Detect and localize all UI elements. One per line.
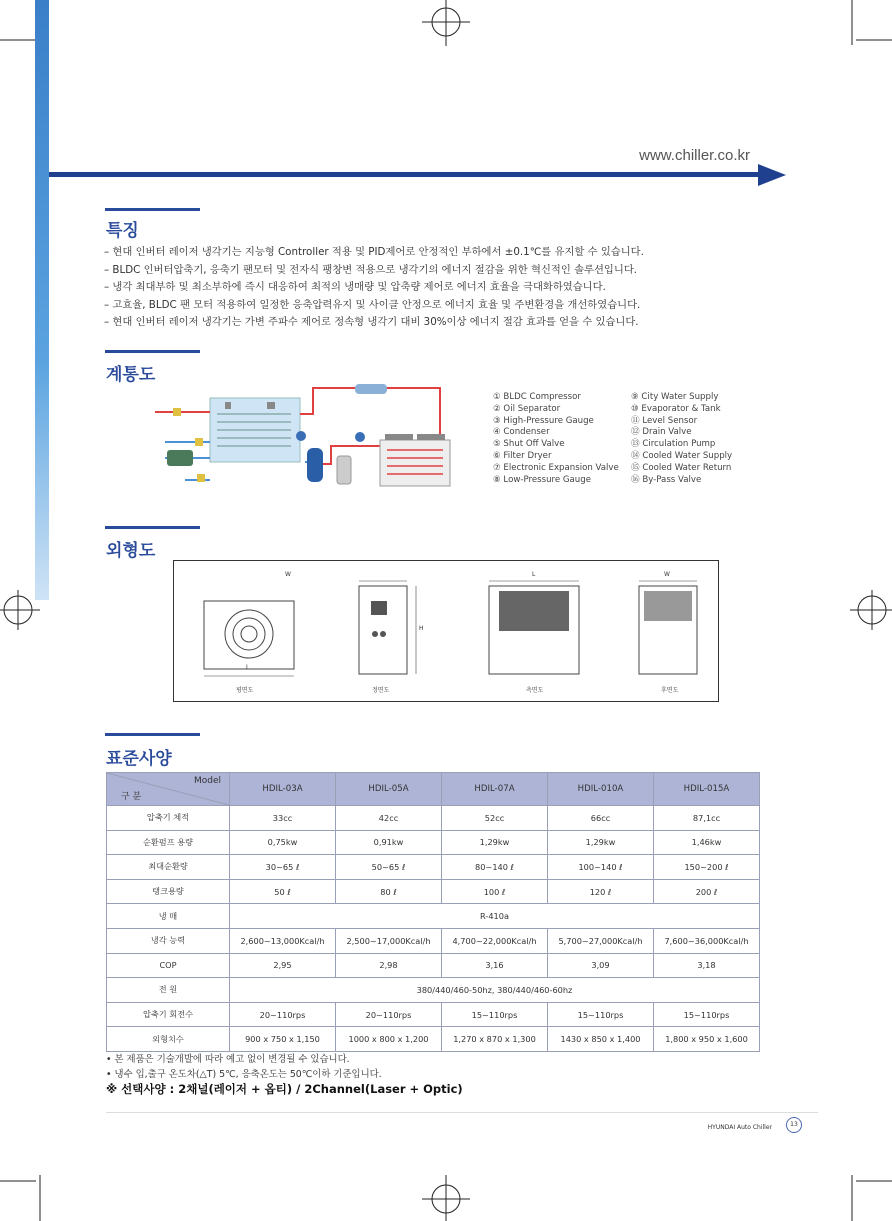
legend-item: ⑭ Cooled Water Supply bbox=[631, 450, 733, 461]
table-row bbox=[107, 1027, 760, 1052]
table-row bbox=[107, 904, 760, 929]
table-cell: 15~110rps bbox=[654, 1002, 760, 1027]
outline-title: 외형도 bbox=[106, 541, 156, 561]
model-header: HDIL-010A bbox=[548, 773, 654, 806]
table-row bbox=[107, 806, 760, 831]
dim-label-l: L bbox=[246, 664, 250, 671]
view-label: 평면도 bbox=[236, 687, 254, 694]
table-cell: 1430 x 850 x 1,400 bbox=[548, 1027, 654, 1052]
table-cell: 1,800 x 950 x 1,600 bbox=[654, 1027, 760, 1052]
table-cell: 1,29kw bbox=[442, 830, 548, 855]
table-row bbox=[107, 953, 760, 978]
section-bar bbox=[105, 526, 200, 529]
table-cell: 80~140 ℓ bbox=[442, 855, 548, 880]
legend-right bbox=[631, 392, 732, 486]
legend-item: ⑧ Low-Pressure Gauge bbox=[493, 474, 592, 485]
table-cell: 2,98 bbox=[336, 953, 442, 978]
header-arrow-icon bbox=[758, 164, 786, 186]
row-label: 냉각 능력 bbox=[107, 928, 230, 953]
corner-cell bbox=[107, 773, 230, 806]
table-cell: 15~110rps bbox=[442, 1002, 548, 1027]
table-cell: 3,09 bbox=[548, 953, 654, 978]
dim-label-h: H bbox=[419, 625, 424, 632]
table-cell: 1,270 x 870 x 1,300 bbox=[442, 1027, 548, 1052]
features-title: 특징 bbox=[106, 221, 139, 241]
table-cell: 5,700~27,000Kcal/h bbox=[548, 928, 654, 953]
legend-item: ③ High-Pressure Gauge bbox=[493, 415, 594, 426]
legend-item: ⑪ Level Sensor bbox=[631, 415, 698, 426]
system-title: 계통도 bbox=[106, 365, 156, 385]
legend-item: ② Oil Separator bbox=[493, 403, 561, 414]
table-cell: 80 ℓ bbox=[336, 879, 442, 904]
table-cell-merged: R-410a bbox=[230, 904, 760, 929]
table-cell: 7,600~36,000Kcal/h bbox=[654, 928, 760, 953]
table-row bbox=[107, 978, 760, 1003]
table-cell: 200 ℓ bbox=[654, 879, 760, 904]
table-cell: 50~65 ℓ bbox=[336, 855, 442, 880]
outline-drawing-box bbox=[173, 560, 719, 702]
dim-label-l: L bbox=[532, 571, 536, 578]
table-row bbox=[107, 879, 760, 904]
table-cell: 50 ℓ bbox=[230, 879, 336, 904]
corner-category: 구 분 bbox=[121, 792, 142, 802]
legend-item: ⑥ Filter Dryer bbox=[493, 450, 552, 461]
table-cell: 0,75kw bbox=[230, 830, 336, 855]
section-bar bbox=[105, 733, 200, 736]
model-header: HDIL-03A bbox=[230, 773, 336, 806]
feature-item: – 고효율, BLDC 팬 모터 적용하여 일정한 응축압력유지 및 사이클 안정으로 에너지 효율 및 주변환경을 개선하였습니다. bbox=[104, 298, 641, 311]
section-bar bbox=[105, 350, 200, 353]
view-label: 측면도 bbox=[526, 687, 544, 694]
table-cell: 15~110rps bbox=[548, 1002, 654, 1027]
row-label: COP bbox=[107, 953, 230, 978]
table-cell: 150~200 ℓ bbox=[654, 855, 760, 880]
legend-item: ⑤ Shut Off Valve bbox=[493, 439, 565, 450]
legend-item: ⑦ Electronic Expansion Valve bbox=[493, 462, 619, 473]
feature-item: – BLDC 인버터압축기, 응축기 팬모터 및 전자식 팽창변 적용으로 냉각기의 에너지 절감을 위한 혁신적인 솔루션입니다. bbox=[104, 263, 638, 276]
table-cell: 2,600~13,000Kcal/h bbox=[230, 928, 336, 953]
table-cell: 66cc bbox=[548, 806, 654, 831]
footer-rule bbox=[106, 1112, 818, 1113]
table-cell: 20~110rps bbox=[230, 1002, 336, 1027]
feature-item: – 현대 인버터 레이저 냉각기는 지능형 Controller 적용 및 PID제어로 안정적인 부하에서 ±0.1℃를 유지할 수 있습니다. bbox=[104, 246, 644, 258]
table-row bbox=[107, 830, 760, 855]
table-cell: 1000 x 800 x 1,200 bbox=[336, 1027, 442, 1052]
features-list bbox=[104, 244, 744, 332]
table-cell: 1,29kw bbox=[548, 830, 654, 855]
table-cell-merged: 380/440/460-50hz, 380/440/460-60hz bbox=[230, 978, 760, 1003]
model-header: HDIL-07A bbox=[442, 773, 548, 806]
table-cell: 120 ℓ bbox=[548, 879, 654, 904]
model-header: HDIL-05A bbox=[336, 773, 442, 806]
table-cell: 87,1cc bbox=[654, 806, 760, 831]
table-cell: 4,700~22,000Kcal/h bbox=[442, 928, 548, 953]
table-cell: 2,95 bbox=[230, 953, 336, 978]
table-cell: 30~65 ℓ bbox=[230, 855, 336, 880]
view-label: 정면도 bbox=[372, 687, 390, 694]
feature-item: – 냉각 최대부하 및 최소부하에 즉시 대응하여 최적의 냉매량 및 압축량 제어로 에너지 효율을 극대화하였습니다. bbox=[104, 281, 606, 294]
spec-table bbox=[106, 772, 760, 1052]
section-bar bbox=[105, 208, 200, 211]
row-label: 전 원 bbox=[107, 978, 230, 1003]
table-cell: 100~140 ℓ bbox=[548, 855, 654, 880]
footer-brand: HYUNDAI Auto Chiller bbox=[707, 1124, 772, 1131]
note-item: • 본 제품은 기술개발에 따라 예고 없이 변경될 수 있습니다. bbox=[106, 1054, 350, 1065]
table-row bbox=[107, 855, 760, 880]
legend-item: ⑮ Cooled Water Return bbox=[631, 462, 732, 473]
row-label: 외형치수 bbox=[107, 1027, 230, 1052]
spec-title: 표준사양 bbox=[106, 749, 172, 769]
table-row bbox=[107, 928, 760, 953]
website-url: www.chiller.co.kr bbox=[639, 147, 750, 164]
table-cell: 33cc bbox=[230, 806, 336, 831]
outline-drawings bbox=[174, 561, 718, 701]
page-number: 13 bbox=[786, 1117, 802, 1133]
legend-item: ① BLDC Compressor bbox=[493, 392, 581, 402]
legend-left bbox=[493, 392, 619, 486]
model-header: HDIL-015A bbox=[654, 773, 760, 806]
row-label: 최대순환량 bbox=[107, 855, 230, 880]
table-cell: 20~110rps bbox=[336, 1002, 442, 1027]
feature-item: – 현대 인버터 레이저 냉각기는 가변 주파수 제어로 정속형 냉각기 대비 30%이상 에너지 절감 효과를 얻을 수 있습니다. bbox=[104, 316, 639, 329]
note-item: • 냉수 입,출구 온도차(△T) 5℃, 응축온도는 50℃이하 기준입니다. bbox=[106, 1069, 382, 1080]
legend-item: ⑨ City Water Supply bbox=[631, 392, 719, 402]
legend-item: ⑯ By-Pass Valve bbox=[631, 474, 702, 485]
row-label: 압축기 회전수 bbox=[107, 1002, 230, 1027]
row-label: 순환펌프 용량 bbox=[107, 830, 230, 855]
table-cell: 3,18 bbox=[654, 953, 760, 978]
option-text: ※ 선택사양 : 2채널(레이저 + 옵티) / 2Channel(Laser + Optic) bbox=[106, 1082, 463, 1096]
spec-notes bbox=[106, 1052, 382, 1082]
view-label: 후면도 bbox=[661, 687, 679, 694]
table-cell: 3,16 bbox=[442, 953, 548, 978]
row-label: 압축기 체적 bbox=[107, 806, 230, 831]
row-label: 냉 매 bbox=[107, 904, 230, 929]
legend-item: ⑬ Circulation Pump bbox=[631, 439, 716, 450]
side-color-strip bbox=[35, 0, 49, 600]
row-label: 탱크용량 bbox=[107, 879, 230, 904]
table-cell: 2,500~17,000Kcal/h bbox=[336, 928, 442, 953]
dim-label-w: W bbox=[664, 571, 670, 578]
table-cell: 52cc bbox=[442, 806, 548, 831]
corner-model: Model bbox=[193, 776, 221, 786]
header-rule bbox=[49, 172, 761, 177]
legend-item: ⑫ Drain Valve bbox=[631, 427, 692, 438]
table-cell: 100 ℓ bbox=[442, 879, 548, 904]
table-row bbox=[107, 1002, 760, 1027]
system-diagram bbox=[155, 384, 465, 494]
table-cell: 1,46kw bbox=[654, 830, 760, 855]
table-cell: 900 x 750 x 1,150 bbox=[230, 1027, 336, 1052]
table-cell: 42cc bbox=[336, 806, 442, 831]
dim-label-w: W bbox=[285, 571, 291, 578]
table-cell: 0,91kw bbox=[336, 830, 442, 855]
legend-item: ④ Condenser bbox=[493, 427, 550, 438]
legend-item: ⑩ Evaporator & Tank bbox=[631, 403, 721, 414]
